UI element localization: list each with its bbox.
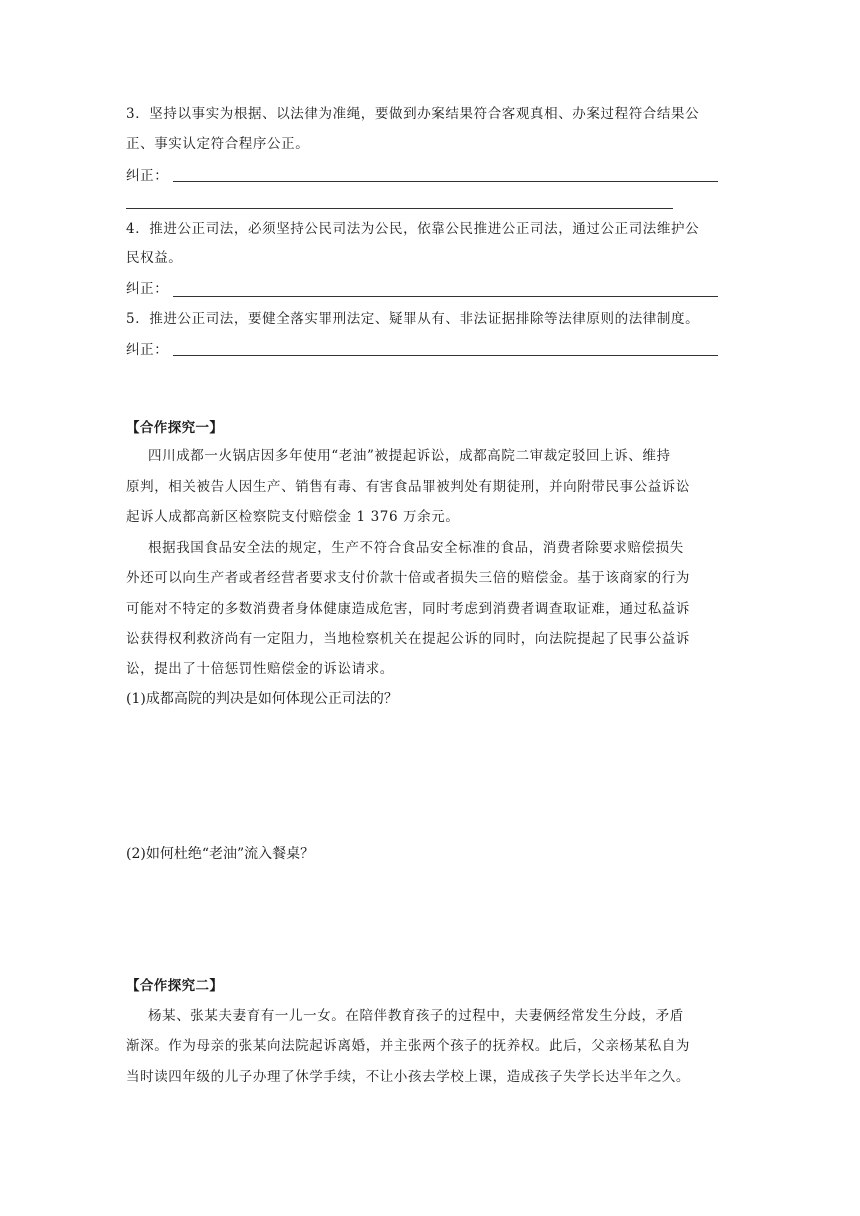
section-2-heading: 【合作探究二】 xyxy=(126,978,224,994)
item-4-line-2: 民权益。 xyxy=(126,250,183,266)
section-1-p1-line-3: 起诉人成都高新区检察院支付赔偿金 1 376 万余元。 xyxy=(126,509,460,525)
item-4-line-1: 4．推进公正司法，必须坚持公民司法为公民，依靠公民推进公正司法，通过公正司法维护公 xyxy=(126,221,700,237)
section-1-p2-line-5: 讼，提出了十倍惩罚性赔偿金的诉讼请求。 xyxy=(126,661,394,677)
item-4-correction-label: 纠正： xyxy=(126,281,169,297)
section-2-p1-line-2: 渐深。作为母亲的张某向法院起诉离婚，并主张两个孩子的抚养权。此后，父亲杨某私自为 xyxy=(126,1038,690,1054)
item-5-line-1: 5．推进公正司法，要健全落实罪刑法定、疑罪从有、非法证据排除等法律原则的法律制度。 xyxy=(126,311,700,327)
item-5-answer-line[interactable] xyxy=(173,355,718,356)
item-4-answer-line[interactable] xyxy=(173,296,718,297)
section-1-p2-line-1: 根据我国食品安全法的规定，生产不符合食品安全标准的食品，消费者除要求赔偿损失 xyxy=(148,540,684,556)
item-5-correction-label: 纠正： xyxy=(126,342,169,358)
section-1-question-2: (2)如何杜绝“老油”流入餐桌？ xyxy=(126,846,315,862)
section-1-p2-line-3: 可能对不特定的多数消费者身体健康造成危害，同时考虑到消费者调查取证难，通过私益诉 xyxy=(126,601,690,617)
section-1-p1-line-1: 四川成都一火锅店因多年使用“老油”被提起诉讼，成都高院二审裁定驳回上诉、维持 xyxy=(148,448,671,464)
section-1-p1-line-2: 原判，相关被告人因生产、销售有毒、有害食品罪被判处有期徒刑，并向附带民事公益诉讼 xyxy=(126,479,690,495)
section-1-heading: 【合作探究一】 xyxy=(126,420,224,436)
section-2-p1-line-3: 当时读四年级的儿子办理了休学手续，不让小孩去学校上课，造成孩子失学长达半年之久。 xyxy=(126,1069,690,1085)
section-1-p2-line-2: 外还可以向生产者或者经营者要求支付价款十倍或者损失三倍的赔偿金。基于该商家的行为 xyxy=(126,570,690,586)
item-3-line-1: 3．坚持以事实为根据、以法律为准绳，要做到办案结果符合客观真相、办案过程符合结果公 xyxy=(126,106,700,122)
section-1-p2-line-4: 讼获得权利救济尚有一定阻力，当地检察机关在提起公诉的同时，向法院提起了民事公益诉 xyxy=(126,631,690,647)
item-3-answer-line-1[interactable] xyxy=(173,181,718,182)
section-2-p1-line-1: 杨某、张某夫妻育有一儿一女。在陪伴教育孩子的过程中，夫妻俩经常发生分歧，矛盾 xyxy=(148,1008,684,1024)
item-3-correction-label: 纠正： xyxy=(126,168,169,184)
item-3-line-2: 正、事实认定符合程序公正。 xyxy=(126,136,310,152)
section-1-question-1: (1)成都高院的判决是如何体现公正司法的？ xyxy=(126,691,398,707)
item-3-answer-line-2[interactable] xyxy=(126,208,673,209)
